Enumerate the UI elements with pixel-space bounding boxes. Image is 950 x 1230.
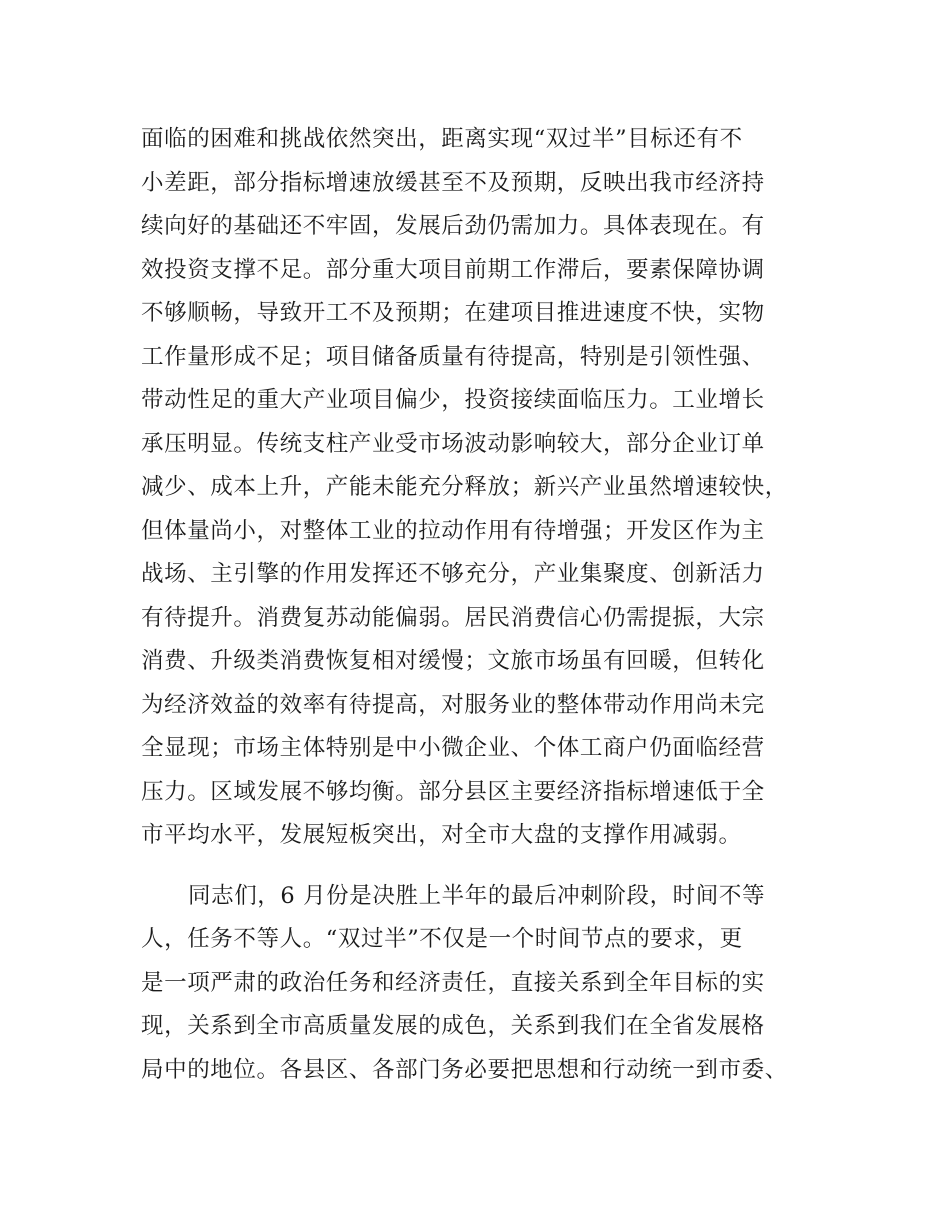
text-line: 消费、升级类消费恢复相对缓慢；文旅市场虽有回暖，但转化: [141, 648, 765, 674]
text-line: 全显现；市场主体特别是中小微企业、个体工商户仍面临经营: [141, 735, 765, 761]
text-line: 承压明显。传统支柱产业受市场波动影响较大，部分企业订单: [141, 430, 765, 457]
text-line: 压力。区域发展不够均衡。部分县区主要经济指标增速低于全: [141, 778, 765, 805]
text-line: 但体量尚小，对整体工业的拉动作用有待增强；开发区作为主: [141, 517, 765, 544]
text-line: 面临的困难和挑战依然突出，距离实现“双过半”目标还有不: [141, 126, 743, 152]
text-line: 不够顺畅，导致开工不及预期；在建项目推进速度不快，实物: [141, 300, 765, 326]
paragraph: [141, 118, 825, 858]
text-line: 市平均水平，发展短板突出，对全市大盘的支撑作用减弱。: [141, 822, 742, 848]
text-line: 续向好的基础还不牢固，发展后劲仍需加力。具体表现在。有: [141, 213, 765, 239]
text-line: 减少、成本上升，产能未能充分释放；新兴产业虽然增速较快，: [141, 474, 788, 500]
text-line: 为经济效益的效率有待提高，对服务业的整体带动作用尚未完: [141, 691, 765, 718]
text-line: 有待提升。消费复苏动能偏弱。居民消费信心仍需提振，大宗: [141, 604, 765, 631]
paragraph: [141, 875, 825, 1093]
text-line: 现，关系到全市高质量发展的成色，关系到我们在全省发展格: [141, 1013, 765, 1039]
body-text: [141, 118, 825, 1092]
text-line: 是一项严肃的政治任务和经济责任，直接关系到全年目标的实: [141, 969, 765, 996]
text-line: 工作量形成不足；项目储备质量有待提高，特别是引领性强、: [141, 343, 765, 370]
text-line: 局中的地位。各县区、各部门务必要把思想和行动统一到市委、: [141, 1056, 788, 1083]
text-line: 小差距，部分指标增速放缓甚至不及预期，反映出我市经济持: [141, 169, 765, 196]
text-line: 人，任务不等人。“双过半”不仅是一个时间节点的要求，更: [141, 926, 743, 952]
text-line: 同志们，6 月份是决胜上半年的最后冲刺阶段，时间不等: [188, 882, 766, 909]
text-line: 效投资支撑不足。部分重大项目前期工作滞后，要素保障协调: [141, 256, 765, 283]
text-line: 带动性足的重大产业项目偏少，投资接续面临压力。工业增长: [141, 387, 765, 413]
text-line: 战场、主引擎的作用发挥还不够充分，产业集聚度、创新活力: [141, 561, 765, 587]
